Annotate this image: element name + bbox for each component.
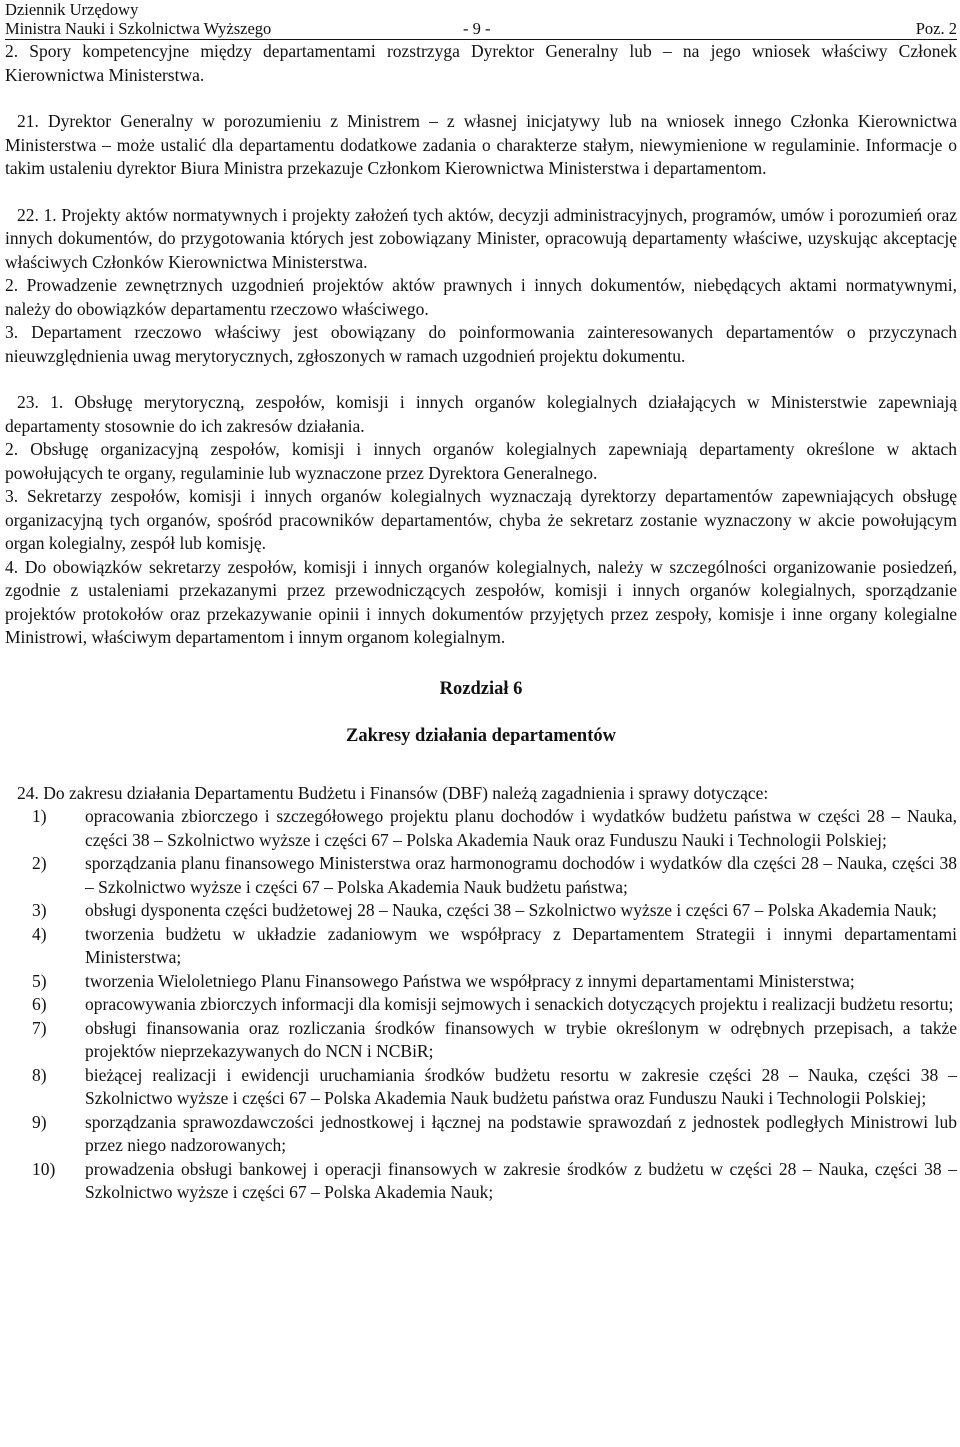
list-item-number: 8) [32, 1064, 47, 1085]
spacer [5, 87, 957, 110]
list-item [5, 805, 957, 852]
list-item-text: tworzenia budżetu w układzie zadaniowym we współpracy z Departamentem Strategii i innymi departamentami Ministerstwa; [85, 923, 957, 967]
journal-title: Dziennik Urzędowy [5, 0, 139, 19]
chapter-number: Rozdział 6 [439, 678, 523, 699]
paragraph-23-1: 23. 1. Obsługę merytoryczną, zespołów, komisji i innych organów kolegialnych działających w Ministerstwie zapewniają departamenty stosownie do ich zakresów działania. [5, 392, 957, 436]
list-item-text: obsługi dysponenta części budżetowej 28 – Nauka, części 38 – Szkolnictwo wyższe i części 67 – Polska Akademia Nauk; [85, 900, 937, 920]
header-rule [5, 39, 957, 40]
list-item [5, 1064, 957, 1111]
paragraph-24-intro: 24. Do zakresu działania Departamentu Budżetu i Finansów (DBF) należą zagadnienia i sprawy dotyczące: [17, 782, 769, 803]
list-item-number: 5) [32, 970, 47, 991]
paragraph-23-3: 3. Sekretarzy zespołów, komisji i innych organów kolegialnych wyznaczają dyrektorzy departamentów zapewniających obsługę organizacyjną tych organów, spośród pracowników departamentów, chyba że sekretarz zostanie wyznaczony w akcie powołującym organ kolegialny, zespół lub komisję. [5, 486, 957, 553]
paragraph-22-3: 3. Departament rzeczowo właściwy jest obowiązany do poinformowania zainteresowanych departamentów o przyczynach nieuwzględnienia uwag merytorycznych, zgłoszonych w ramach uzgodnień projektu dokumentu. [5, 322, 957, 366]
list-item-number: 2) [32, 853, 47, 873]
list-item-number: 1) [32, 806, 47, 826]
spacer [5, 181, 957, 204]
paragraph-23-4: 4. Do obowiązków sekretarzy zespołów, komisji i innych organów kolegialnych, należy w szczególności organizowanie posiedzeń, zgodnie z ustaleniami przekazanymi przez przewodniczących zespołów, komisji i innych organów kolegialnych, sporządzanie projektów protokołów oraz przekazywanie opinii i innych dokumentów przyjętych przez zespoły, komisje i inne organy kolegialne Ministrowi, właściwym departamentom i innym organom kolegialnym. [5, 556, 957, 647]
list-item-text: obsługi finansowania oraz rozliczania środków finansowych w trybie określonym w odrębnych przepisach, a także projektów nieprzekazywanych do NCN i NCBiR; [85, 1017, 957, 1061]
ministry-name: Ministra Nauki i Szkolnictwa Wyższego [5, 19, 272, 38]
paragraph-22-2: 2. Prowadzenie zewnętrznych uzgodnień projektów aktów prawnych i innych dokumentów, niebędących aktami normatywnymi, należy do obowiązków departamentu rzeczowo właściwego. [5, 275, 957, 319]
department-duties-list [5, 805, 957, 1205]
list-item [5, 852, 957, 899]
chapter-title: Zakresy działania departamentów [346, 726, 616, 746]
paragraph-22-1: 22. 1. Projekty aktów normatywnych i projekty założeń tych aktów, decyzji administracyjnych, programów, umów i porozumień oraz innych dokumentów, do przygotowania których jest zobowiązany Minister, opracowują departamenty właściwe, uzyskując akceptację właściwych Członków Kierownictwa Ministerstwa. [5, 204, 957, 272]
list-item [5, 1158, 957, 1205]
list-item-number: 10) [32, 1158, 56, 1179]
page-header [5, 0, 957, 40]
list-item-number: 9) [32, 1111, 47, 1132]
spacer [5, 368, 957, 391]
list-item-text: sporządzania sprawozdawczości jednostkowej i łącznej na podstawie sprawozdań z jednostek podległych Ministrowi lub przez niego nadzorowanych; [85, 1111, 957, 1155]
list-item-text: opracowania zbiorczego i szczegółowego projektu planu dochodów i wydatków budżetu państwa w części 28 – Nauka, części 38 – Szkolnictwo wyższe i części 67 – Polska Akademia Nauk oraz Funduszu Nauki i Technologii Polskiej; [85, 806, 957, 850]
spacer [5, 749, 957, 782]
paragraph-20-2: 2. Spory kompetencyjne między departamentami rozstrzyga Dyrektor Generalny lub – na jego wniosek właściwy Członek Kierownictwa Ministerstwa. [5, 41, 957, 85]
page-number: - 9 - [463, 19, 491, 38]
list-item [5, 1017, 957, 1064]
list-item-number: 4) [32, 923, 47, 944]
list-item-text: opracowywania zbiorczych informacji dla komisji sejmowych i senackich dotyczących projektu i realizacji budżetu resortu; [85, 994, 954, 1014]
list-item-number: 7) [32, 1017, 47, 1038]
paragraph-21: 21. Dyrektor Generalny w porozumieniu z Ministrem – z własnej inicjatywy lub na wniosek innego Członka Kierownictwa Ministerstwa – może ustalić dla departamentu dodatkowe zadania o charakterze stałym, niewymienione w regulaminie. Informacje o takim ustaleniu dyrektor Biura Ministra przekazuje Członkom Kierownictwa Ministerstwa i departamentom. [5, 111, 957, 178]
position-number: Poz. 2 [915, 19, 957, 38]
list-item [5, 899, 957, 923]
list-item-text: bieżącej realizacji i ewidencji uruchamiania środków budżetu resortu w zakresie części 28 – Nauka, części 38 – Szkolnictwo wyższe i części 67 – Polska Akademia Nauk budżetu państwa oraz Funduszu Nauki i Technologii Polskiej; [85, 1064, 957, 1108]
list-item [5, 923, 957, 970]
list-item [5, 993, 957, 1017]
list-item-text: tworzenia Wieloletniego Planu Finansowego Państwa we współpracy z innymi departamentami Ministerstwa; [85, 970, 855, 991]
list-item-text: sporządzania planu finansowego Ministerstwa oraz harmonogramu dochodów i wydatków dla części 28 – Nauka, części 38 – Szkolnictwo wyższe i części 67 – Polska Akademia Nauk budżetu państwa; [85, 853, 957, 897]
list-item-text: prowadzenia obsługi bankowej i operacji finansowych w zakresie środków z budżetu w części 28 – Nauka, części 38 – Szkolnictwo wyższe i części 67 – Polska Akademia Nauk; [85, 1158, 957, 1202]
list-item [5, 970, 957, 994]
document-page [5, 0, 957, 1205]
list-item-number: 6) [32, 994, 47, 1014]
paragraph-23-2: 2. Obsługę organizacyjną zespołów, komisji i innych organów kolegialnych zapewniają departamenty określone w aktach powołujących te organy, regulaminie lub wyznaczone przez Dyrektora Generalnego. [5, 439, 957, 483]
list-item [5, 1111, 957, 1158]
list-item-number: 3) [32, 900, 47, 920]
